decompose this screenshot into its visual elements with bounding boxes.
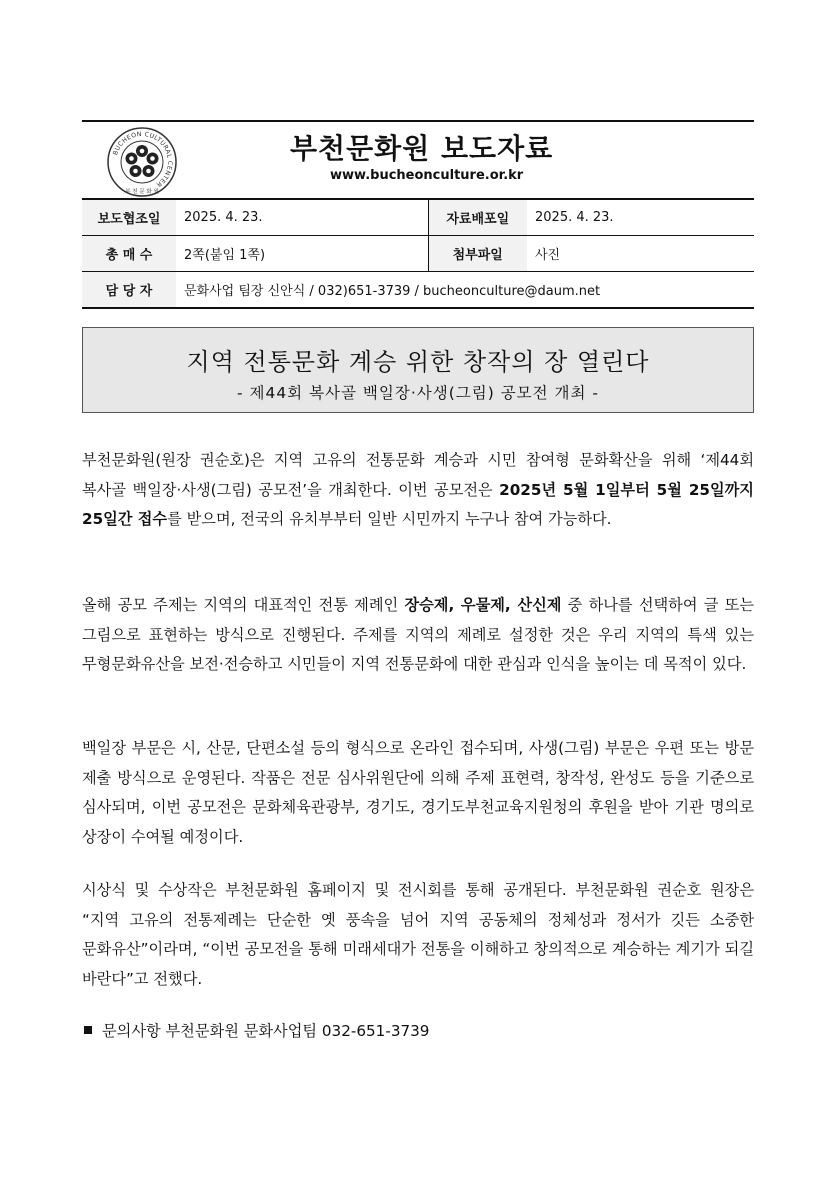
body-paragraph-1: 부천문화원(원장 권순호)은 지역 고유의 전통문화 계승과 시민 참여형 문화확산을 위해 ‘제44회 복사골 백일장·사생(그림) 공모전’을 개최한다. 이번 공모전은 2025년 5월 1일부터 5월 25일까지 25일간 접수를 받으며, 전국의 유치부부터 일반 시민까지 누구나 참여 가능하다. [82, 451, 754, 528]
body-paragraph-4: 시상식 및 수상작은 부천문화원 홈페이지 및 전시회를 통해 공개된다. 부천문화원 권순호 원장은 “지역 고유의 전통제례는 단순한 옛 풍속을 넘어 지역 공동체의 정체성과 정서가 깃든 소중한 문화유산”이라며, “이번 공모전을 통해 미래세대가 전통을 이해하고 창의적으로 계승하는 계기가 되길 바란다”고 전했다. [82, 881, 754, 988]
attachment-value: 사진 [527, 236, 754, 272]
svg-text:BUCHEON CULTURAL CENTER: BUCHEON CULTURAL CENTER [111, 130, 174, 189]
info-row-dates [82, 199, 754, 236]
square-bullet-icon [84, 1026, 92, 1034]
org-url: www.bucheonculture.or.kr [330, 168, 524, 183]
header-top-rule [82, 120, 754, 122]
release-date-value: 2025. 4. 23. [527, 199, 754, 236]
pages-value: 2쪽(붙임 1쪽) [176, 236, 428, 272]
highlight-period: 2025년 5월 1일부터 5월 25일까지 25일간 접수 [82, 480, 754, 528]
headline-subtitle: - 제44회 복사골 백일장·사생(그림) 공모전 개최 - [236, 384, 600, 402]
pages-label: 총 매 수 [82, 236, 176, 272]
contact-person-label: 담 당 자 [82, 272, 176, 309]
press-date-value: 2025. 4. 23. [176, 199, 428, 236]
press-date-label: 보도협조일 [82, 199, 176, 236]
body-paragraph-2: 올해 공모 주제는 지역의 대표적인 전통 제례인 장승제, 우물제, 산신제 중 하나를 선택하여 글 또는 그림으로 표현하는 방식으로 진행된다. 주제를 지역의 제례로 설정한 것은 우리 지역의 특색 있는 무형문화유산을 보전·전승하고 시민들이 지역 전통문화에 대한 관심과 인식을 높이는 데 목적이 있다. [82, 596, 755, 673]
release-date-label: 자료배포일 [428, 199, 527, 236]
contact-person-value: 문화사업 팀장 신안식 / 032)651-3739 / bucheonculture@daum.net [176, 272, 754, 309]
attachment-label: 첨부파일 [428, 236, 527, 272]
info-row-pages [82, 236, 754, 272]
headline-title: 지역 전통문화 계승 위한 창작의 장 열린다 [186, 348, 650, 376]
headline-box [82, 327, 754, 413]
bucheon-cultural-center-logo [106, 126, 178, 198]
inquiry-contact [84, 1020, 429, 1041]
press-info-table [82, 198, 754, 309]
body-paragraph-3: 백일장 부문은 시, 산문, 단편소설 등의 형식으로 온라인 접수되며, 사생(그림) 부문은 우편 또는 방문 제출 방식으로 운영된다. 작품은 전문 심사위원단에 의해 주제 표현력, 창작성, 완성도 등을 기준으로 심사되며, 이번 공모전은 문화체육관광부, 경기도, 경기도부천교육지원청의 후원을 받아 기관 명의로 상장이 수여될 예정이다. [82, 739, 754, 846]
info-row-contact [82, 272, 754, 309]
inquiry-text: 문의사항 부천문화원 문화사업팀 032-651-3739 [102, 1022, 430, 1040]
highlight-rituals: 장승제, 우물제, 산신제 [404, 596, 562, 614]
org-title: 부천문화원 보도자료 [290, 132, 554, 165]
svg-text:부 천 문 화 원: 부 천 문 화 원 [125, 189, 159, 195]
